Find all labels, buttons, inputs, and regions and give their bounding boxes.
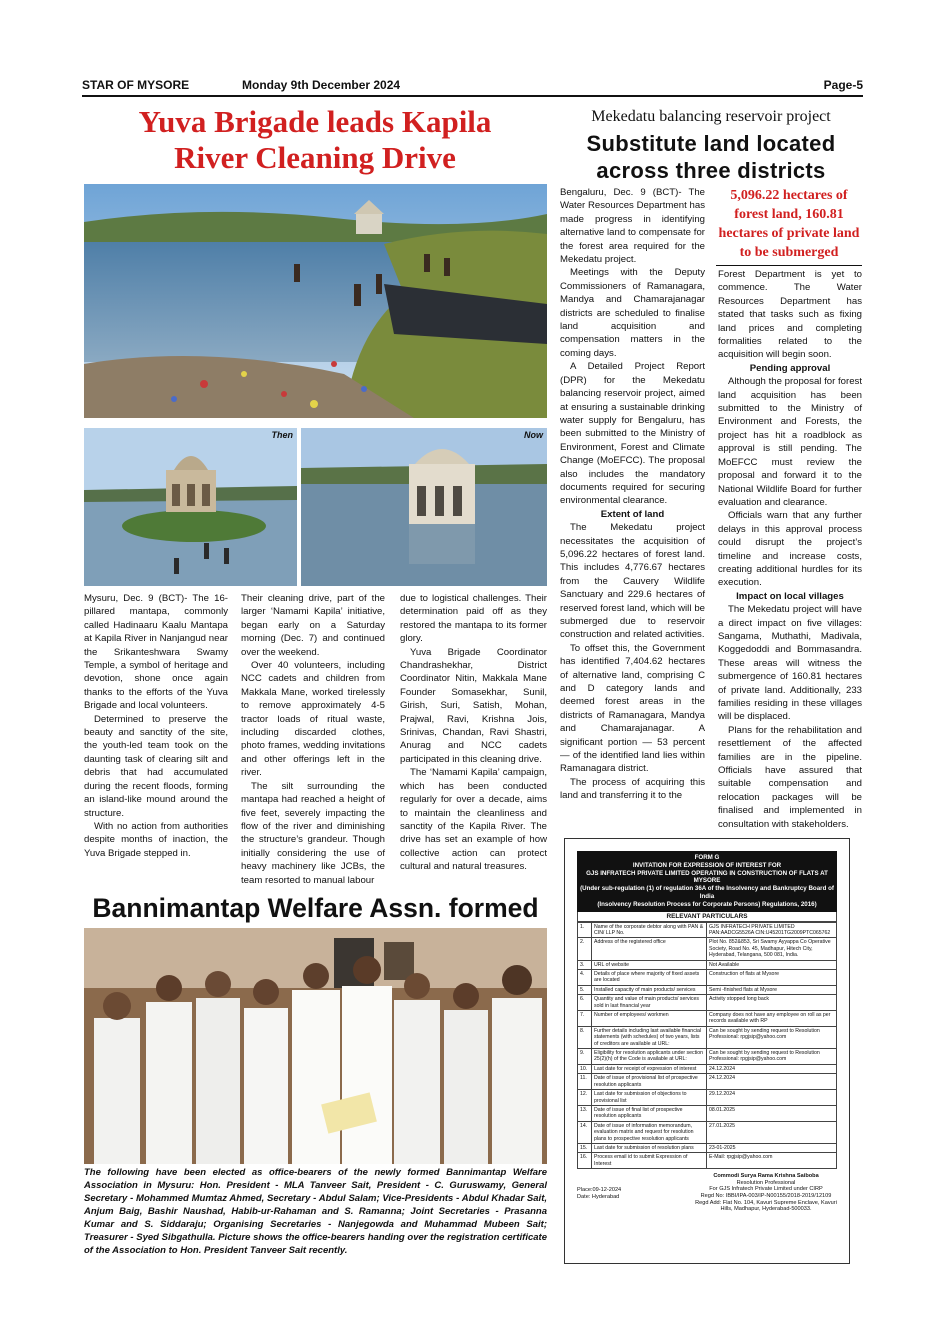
notice-cell-label: Eligibility for resolution applicants under section 25(2)(h) of the Code is available at URL: [592, 1049, 707, 1065]
notice-place-line2: Date: Hyderabad [577, 1193, 620, 1200]
notice-cell-value: Semi -finished flats at Mysore [707, 985, 837, 994]
then-photo [84, 428, 297, 586]
story1-column-3 [400, 592, 547, 874]
notice-title1: INVITATION FOR EXPRESSION OF INTEREST FOR [632, 861, 782, 869]
notice-cell-value: GJS INFRATECH PRIVATE LIMITED PAN:AADCG5526A CIN:U45201TG2009PTC065762 [707, 922, 837, 938]
masthead [82, 78, 863, 92]
story1-column-1 [84, 592, 228, 860]
notice-cell-label: Process email id to submit Expression of Interest [592, 1153, 707, 1169]
notice-sig-role: Resolution Professional [736, 1179, 796, 1186]
notice-cell-label: Name of the corporate debtor along with PAN & CIN/ LLP No. [592, 922, 707, 938]
notice-form: FORM G [694, 854, 720, 861]
notice-cell-value: Plot No. 852&853, Sri Swamy Ayyappa Co Operative Society, Road No. 45, Madhapur, Hitech City, Hyderabad, Telangana, 500 081, India. [707, 938, 837, 960]
notice-sig-for: For GJS Infratech Private Limited under CIRP [709, 1186, 823, 1193]
story1-c2-p2: Over 40 volunteers, including NCC cadets and children from Makkala Mane, worked tirelessly to remove approximately 4-5 tractor loads of ritual waste, including discarded clothes, photo frames, wedding invitations and other offerings left in the river. [241, 660, 385, 779]
story1-headline [80, 104, 550, 176]
story3-headline: Bannimantap Welfare Assn. formed [92, 893, 539, 923]
notice-cell-label: Last date for receipt of expression of interest [592, 1064, 707, 1073]
story1-c2-p1: Their cleaning drive, part of the larger ‘Namami Kapila’ initiative, began early on a Saturday morning (Dec. 7) and continued over the weekend. [241, 593, 385, 658]
story3-caption: The following have been elected as office-bearers of the newly formed Bannimantap Welfare Association in Mysuru: Hon. President - MLA Tanveer Sait, President - C. Guruswamy, General Secretary - Mohammed Mumtaz Ahmed, Secretary - Abdul Salam; Vice-Presidents - Abdul Khadar Sait, Anjum Baig, Bashir Naushad, Habib-ur-Rahaman and S. Ramanna; Joint Secretaries - Prasanna Kumar and S. Siddaraju; Organising Secretaries - Nanjegowda and Muhammad Mubeen Sait; Treasurer - Syed Sibgathulla. Picture shows the office-bearers handing over the registration certificate of the Association to Hon. President Tanveer Sait recently. [84, 1167, 547, 1256]
notice-cell-label: Further details including last available financial statements (with schedules) of two years, lists of creditors are available at URL: [592, 1026, 707, 1048]
notice-cell-value: Activity stopped long back [707, 995, 837, 1011]
notice-table [577, 922, 837, 1170]
notice-row [578, 1153, 837, 1169]
notice-cell-value: 27.01.2025 [707, 1121, 837, 1143]
river-cleaning-photo [84, 184, 547, 418]
then-label: Then [271, 430, 293, 440]
notice-cell-no: 4. [578, 970, 592, 986]
form-g-notice [564, 838, 850, 1264]
notice-table-wrap [577, 922, 837, 1170]
notice-cell-label: Installed capacity of main products/ services [592, 985, 707, 994]
subheading: Extent of land [600, 508, 665, 520]
notice-row [578, 970, 837, 986]
story1-headline-line2: River Cleaning Drive [174, 140, 456, 175]
notice-cell-value: Construction of flats at Mysore [707, 970, 837, 986]
paragraph: The Mekedatu project will have a direct impact on five villages: Sangama, Muthathi, Madivala, Koggedoddi and Bommasandra. These areas will witness the submergence of 160.81 hectares of private land. Additionally, 233 families residing in these villages will be displaced. [718, 604, 862, 723]
notice-row [578, 1090, 837, 1106]
notice-row [578, 1049, 837, 1065]
paragraph: The process of acquiring this land and transferring it to the [560, 776, 705, 802]
now-label: Now [524, 430, 543, 440]
notice-title-block [577, 851, 837, 912]
notice-row [578, 1143, 837, 1152]
notice-title3: (Under sub-regulation (1) of regulation 36A of the Insolvency and Bankruptcy Board of India [580, 885, 834, 900]
notice-cell-no: 13. [578, 1105, 592, 1121]
notice-cell-no: 16. [578, 1153, 592, 1169]
notice-title4: (Insolvency Resolution Process for Corporate Persons) Regulations, 2016) [597, 900, 817, 908]
notice-cell-no: 3. [578, 960, 592, 969]
notice-cell-label: Date of issue of final list of prospective resolution applicants [592, 1105, 707, 1121]
masthead-rule [82, 95, 863, 97]
notice-row [578, 1026, 837, 1048]
notice-cell-label: Number of employees/ workmen [592, 1011, 707, 1027]
notice-row [578, 1011, 837, 1027]
paragraph: Although the proposal for forest land acquisition has been submitted to the Ministry of Environment and Forests, the project has hit a roadblock as approval is still pending. The MoEFCC must review the proposal and forward it to the National Wildlife Board for further evaluation and clearance. [718, 376, 862, 508]
issue-date: Monday 9th December 2024 [242, 78, 401, 92]
notice-cell-value: 24.12.2024 [707, 1074, 837, 1090]
association-photo [84, 928, 547, 1164]
notice-signature [577, 1173, 837, 1217]
notice-row [578, 938, 837, 960]
notice-cell-value: 24.12.2024 [707, 1064, 837, 1073]
story1-c1-p1: Mysuru, Dec. 9 (BCT)- The 16-pillared mantapa, commonly called Hadinaaru Kaalu Mantapa at Kapila River in Nanjangud near the Srikanteshwara Swamy Temple, a symbol of heritage and devotion, shone once again thanks to the efforts of the Yuva Brigade and local volunteers. [84, 593, 228, 712]
story2-pullquote: 5,096.22 hectares of forest land, 160.81 hectares of private land to be submerged [718, 188, 860, 260]
notice-cell-value: E-Mail: rpgjsip@yahoo.com [707, 1153, 837, 1169]
notice-cell-label: Details of place where majority of fixed assets are located [592, 970, 707, 986]
story2-column-1 [560, 186, 705, 803]
notice-cell-label: Date of issue of provisional list of prospective resolution applicants [592, 1074, 707, 1090]
story1-c1-p3: With no action from authorities despite months of inaction, the Yuva Brigade stepped in. [84, 820, 228, 859]
notice-cell-no: 14. [578, 1121, 592, 1143]
paper-name: STAR OF MYSORE [82, 78, 190, 92]
notice-cell-label: Date of issue of information memorandum, evaluation matrix and request for resolution plans to prospective resolution applicants [592, 1121, 707, 1143]
notice-row [578, 960, 837, 969]
notice-particulars-head: RELEVANT PARTICULARS [577, 912, 837, 922]
story1-column-2 [241, 592, 385, 887]
paragraph: The Mekedatu project necessitates the acquisition of 5,096.22 hectares of forest land. This includes 4,776.67 hectares from the Cauvery Wildlife Sanctuary and 229.6 hectares of reserved forest land, which will be submerged due to reservoir construction and related activities. [560, 522, 705, 641]
story1-c2-p3: The silt surrounding the mantapa had reached a height of five feet, severely impacting the flow of the river and diminishing the structure’s grandeur. Though initially considering the use of heavy machinery like JCBs, the team resorted to manual labour [241, 780, 385, 886]
notice-cell-no: 10. [578, 1064, 592, 1073]
notice-cell-value: 08.01.2025 [707, 1105, 837, 1121]
notice-cell-no: 5. [578, 985, 592, 994]
notice-cell-value: Can be sought by sending request to Resolution Professional: rpgjsip@yahoo.com [707, 1049, 837, 1065]
notice-row [578, 995, 837, 1011]
notice-cell-no: 12. [578, 1090, 592, 1106]
notice-place-line1: Place:09-12-2024 [577, 1187, 622, 1194]
paragraph: To offset this, the Government has identified 7,404.62 hectares of alternative land, comprising C and D category lands and deemed forest areas in the districts of Ramanagara, Mandya and Chamarajanagar. A significant portion — 53 percent — of the identified land lies within Ramanagara district. [560, 642, 705, 775]
story1-c3-p3: The ‘Namami Kapila’ campaign, which has been conducted regularly for over a decade, aims to maintain the cleanliness and sanctity of the Kapila River. The drive has set an example of how collective action can protect cultural and natural treasures. [400, 767, 547, 873]
notice-cell-value: Company does not have any employee on roll as per records available with RP [707, 1011, 837, 1027]
story2-headline-line1: Substitute land located [586, 131, 836, 156]
page-number: Page-5 [823, 78, 863, 92]
notice-cell-no: 1. [578, 922, 592, 938]
notice-sig-addr: Regd Add: Flat No. 104, Kavuri Supreme Enclave, Kavuri Hills, Madhapur, Hyderabad-500033. [695, 1199, 837, 1213]
notice-cell-label: Quantity and value of main products/ services sold in last financial year [592, 995, 707, 1011]
paragraph: A Detailed Project Report (DPR) for the Mekedatu balancing reservoir project, aimed at ensuring a sustainable drinking water supply for Bengaluru, has been submitted to the Ministry of Environment, Forest and Climate Change (MoEFCC). The proposal also includes the mandatory documents required for securing environmental clearance. [560, 361, 705, 507]
notice-cell-no: 6. [578, 995, 592, 1011]
notice-sig-name: Commodi Surya Rama Krishna Saiboba [713, 1173, 819, 1180]
notice-cell-no: 15. [578, 1143, 592, 1152]
notice-sig-reg: Regd No: IBBI/IPA-003/IP-N00155/2018-2019/12109 [700, 1192, 832, 1199]
now-photo [301, 428, 547, 586]
paragraph: Officials warn that any further delays in this approval process could disrupt the project’s timeline and increase costs, creating additional hurdles for its execution. [718, 510, 862, 589]
notice-cell-value: 29.12.2024 [707, 1090, 837, 1106]
paragraph: Plans for the rehabilitation and resettlement of the affected families are in the pipeline. Officials have assured that suitable compensation and relocation packages will be finalised and implemented in consultation with stakeholders. [718, 724, 862, 830]
subheading: Impact on local villages [736, 590, 844, 602]
notice-cell-no: 9. [578, 1049, 592, 1065]
notice-row [578, 1064, 837, 1073]
paragraph: Forest Department is yet to commence. The Water Resources Department has stated that tasks such as fixing land prices and completing formalities related to the acquisition will begin soon. [718, 269, 862, 361]
notice-row [578, 985, 837, 994]
notice-row [578, 1105, 837, 1121]
subheading: Pending approval [749, 362, 831, 374]
notice-cell-label: Address of the registered office [592, 938, 707, 960]
paragraph: Bengaluru, Dec. 9 (BCT)- The Water Resources Department has made progress in identifying alternative land to compensate for the forest area required for the Mekedatu project. [560, 187, 705, 266]
paragraph: Meetings with the Deputy Commissioners of Ramanagara, Mandya and Chamarajanagar districts are scheduled to finalise land acquisition and compensation matters in the coming days. [560, 267, 705, 359]
story2-kicker: Mekedatu balancing reservoir project [591, 108, 831, 125]
notice-cell-value: Can be sought by sending request to Resolution Professional: rpgjsip@yahoo.com [707, 1026, 837, 1048]
story1-c1-p2: Determined to preserve the beauty and sanctity of the site, the youth-led team took on the daunting task of clearing silt and debris that had accumulated during the recent floods, forming an island-like mound around the structure. [84, 713, 228, 819]
story1-c3-p2: Yuva Brigade Coordinator Chandrashekhar, District Coordinator Nitin, Makkala Mane Founder Somasekhar, Sunil, Girish, Suri, Satish, Mohan, Prajwal, Ravi, Krishna Jois, Srinivas, Chandan, Ravi Shastri, Anurag and NCC cadets participated in this cleaning drive. [400, 646, 547, 765]
notice-cell-value: 23-01-2025 [707, 1143, 837, 1152]
notice-title2: GJS INFRATECH PRIVATE LIMITED OPERATING IN CONSTRUCTION OF FLATS AT MYSORE [586, 869, 828, 885]
notice-cell-label: Last date for submission of resolution plans [592, 1143, 707, 1152]
story2-headline-line2: across three districts [596, 158, 826, 183]
notice-row [578, 1121, 837, 1143]
notice-cell-label: Last date for submission of objections to provisional list [592, 1090, 707, 1106]
notice-cell-no: 7. [578, 1011, 592, 1027]
notice-row [578, 1074, 837, 1090]
notice-signatory [695, 1173, 837, 1213]
notice-row [578, 922, 837, 938]
pullquote-rule [716, 265, 862, 266]
story2-headline [558, 130, 864, 184]
notice-cell-label: URL of website [592, 960, 707, 969]
notice-cell-value: Not Available [707, 960, 837, 969]
notice-cell-no: 11. [578, 1074, 592, 1090]
story2-column-2 [718, 268, 862, 831]
notice-cell-no: 2. [578, 938, 592, 960]
notice-place [577, 1187, 621, 1200]
story1-headline-line1: Yuva Brigade leads Kapila [138, 104, 492, 139]
story1-c3-p1: due to logistical challenges. Their determination paid off as they restored the mantapa to its former glory. [400, 593, 547, 645]
notice-cell-no: 8. [578, 1026, 592, 1048]
